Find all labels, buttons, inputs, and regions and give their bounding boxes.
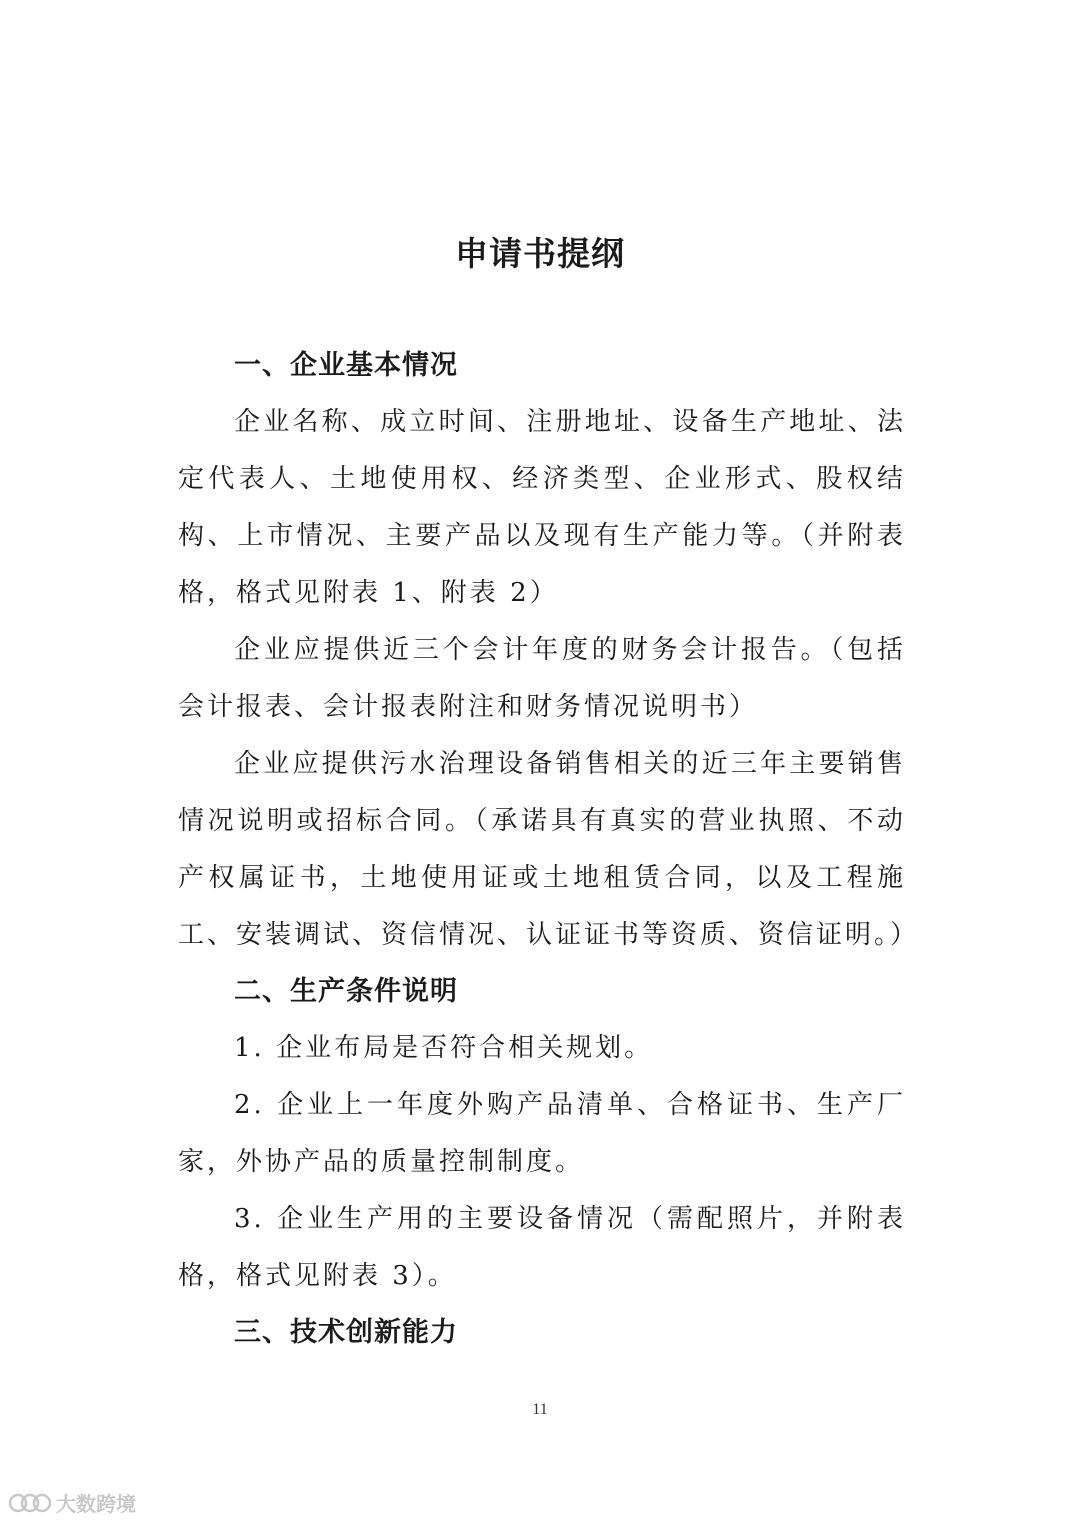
section-heading: 一、企业基本情况 xyxy=(234,350,458,381)
list-item: 3. 企业生产用的主要设备情况（需配照片，并附表格，格式见附表 3）。 xyxy=(178,1204,906,1291)
page-number: 11 xyxy=(532,1401,548,1418)
section-technical-innovation xyxy=(178,1305,906,1361)
list-item: 1. 企业布局是否符合相关规划。 xyxy=(234,1033,654,1063)
watermark xyxy=(8,1488,136,1517)
watermark-text: 大数跨境 xyxy=(56,1492,136,1516)
paragraph: 企业应提供近三个会计年度的财务会计报告。（包括会计报表、会计报表附注和财务情况说明书） xyxy=(178,635,906,722)
paragraph: 企业名称、成立时间、注册地址、设备生产地址、法定代表人、土地使用权、经济类型、企业形式、股权结构、上市情况、主要产品以及现有生产能力等。（并附表格，格式见附表 1、附表 2） xyxy=(178,407,906,608)
paragraph: 企业应提供污水治理设备销售相关的近三年主要销售情况说明或招标合同。（承诺具有真实的营业执照、不动产权属证书，土地使用证或土地租赁合同，以及工程施工、安装调试、资信情况、认证证书等资质、资信证明。） xyxy=(178,749,920,950)
section-heading: 二、生产条件说明 xyxy=(234,976,458,1007)
list-item: 2. 企业上一年度外购产品清单、合格证书、生产厂家，外协产品的质量控制制度。 xyxy=(178,1090,906,1177)
watermark-logo-icon xyxy=(8,1490,52,1516)
section-heading: 三、技术创新能力 xyxy=(234,1317,458,1348)
section-production-conditions xyxy=(178,964,906,1305)
document-body xyxy=(178,338,920,1361)
section-company-basic-info xyxy=(178,338,920,964)
document-title: 申请书提纲 xyxy=(455,234,625,273)
